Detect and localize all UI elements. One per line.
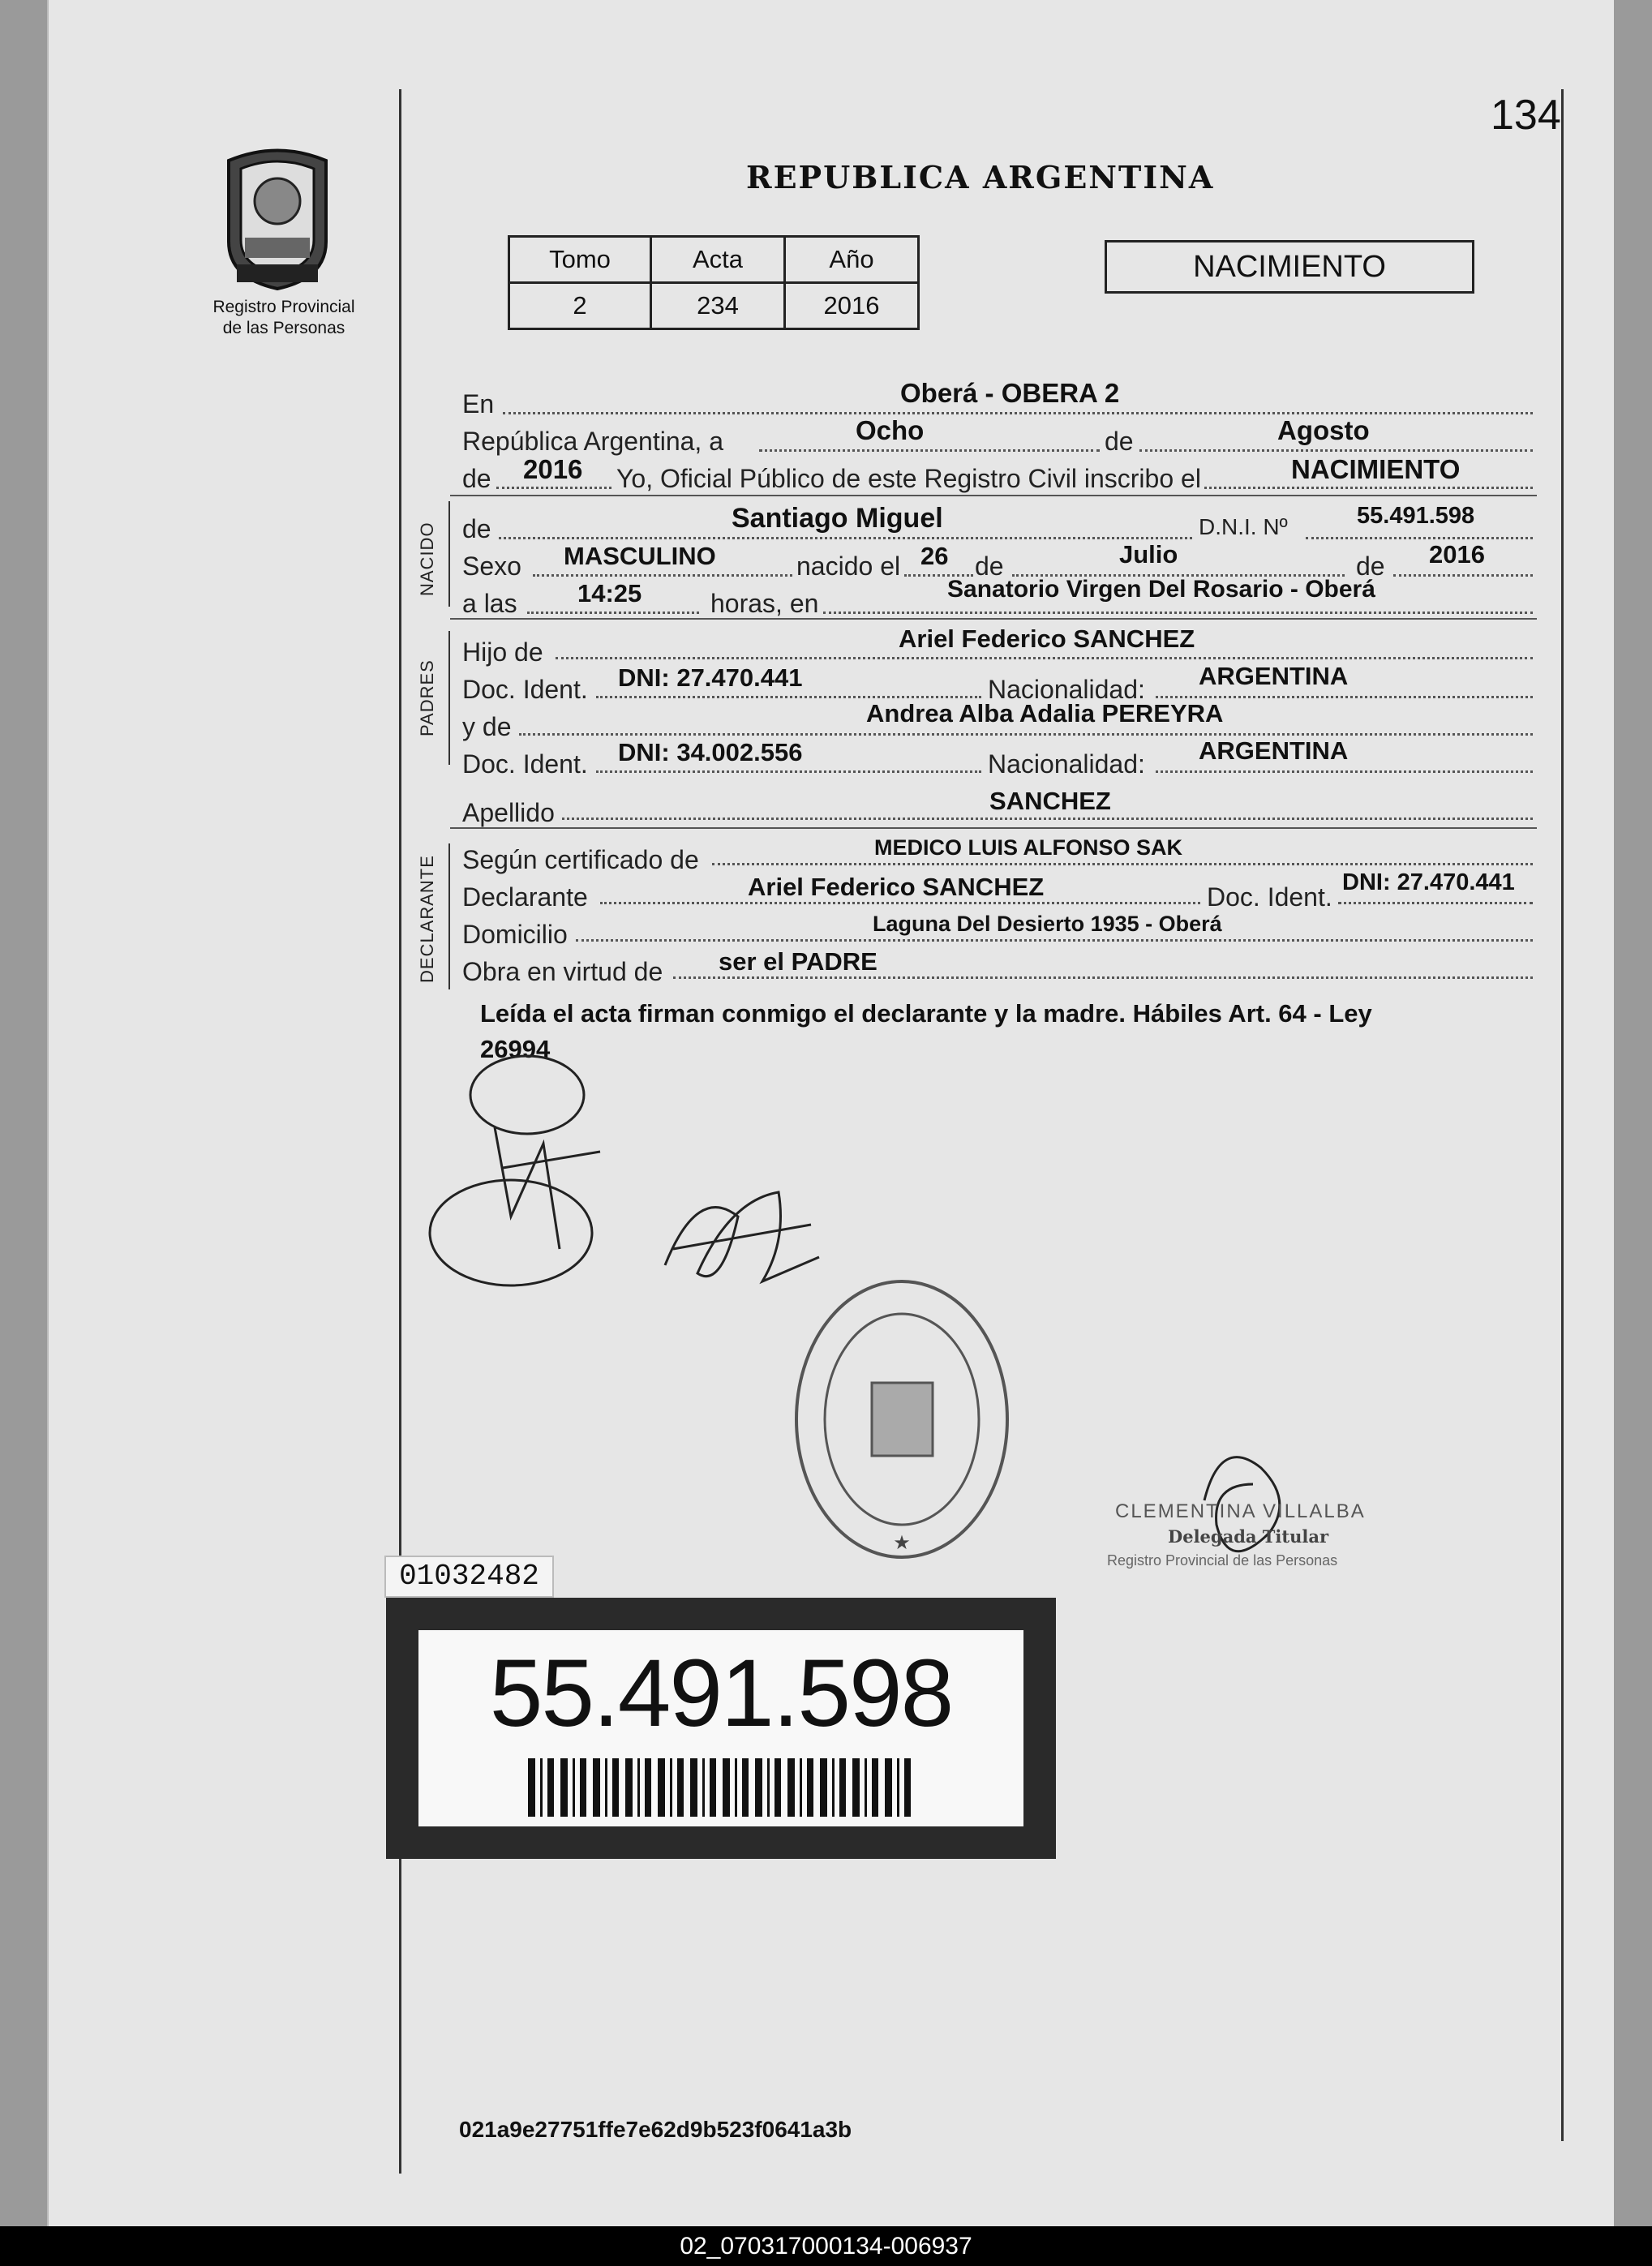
birth-place-value: Sanatorio Virgen Del Rosario - Oberá xyxy=(947,576,1375,603)
dotted-line xyxy=(527,612,699,614)
obra-label: Obra en virtud de xyxy=(462,957,663,986)
dotted-line xyxy=(1156,770,1533,773)
de-label: de xyxy=(975,551,1004,581)
dotted-line xyxy=(499,537,1192,539)
footer-id: 02_070317000134-006937 xyxy=(0,2226,1652,2266)
official-org: Registro Provincial de las Personas xyxy=(1107,1552,1338,1569)
year-value: 2016 xyxy=(523,454,583,484)
dotted-line xyxy=(600,902,1200,904)
de-label: de xyxy=(462,464,491,493)
dotted-line xyxy=(759,449,1100,452)
obra-value: ser el PADRE xyxy=(719,947,877,976)
left-margin-line xyxy=(399,89,401,2174)
document-hash: 021a9e27751ffe7e62d9b523f0641a3b xyxy=(459,2117,852,2142)
name-value: Santiago Miguel xyxy=(732,503,943,534)
cert-label: Según certificado de xyxy=(462,845,699,874)
closing-note-line1: Leída el acta firman conmigo el declarante y la madre. Hábiles Art. 64 - Ley xyxy=(480,999,1372,1028)
registry-line1: Registro Provincial xyxy=(212,298,355,316)
day-value: Ocho xyxy=(856,415,925,445)
closing-note-line2: 26994 xyxy=(480,1035,551,1063)
section-divider xyxy=(450,618,1537,620)
province-seal-logo xyxy=(212,144,342,290)
registry-line2: de las Personas xyxy=(222,319,345,337)
barcode-bars xyxy=(528,1758,917,1817)
apellido-label: Apellido xyxy=(462,798,555,827)
dni-label: D.N.I. Nº xyxy=(1199,514,1288,539)
declarant-signature xyxy=(422,1046,649,1306)
doc-ident-label: Doc. Ident. xyxy=(462,675,588,704)
cert-value: MEDICO LUIS ALFONSO SAK xyxy=(874,835,1183,860)
dotted-line xyxy=(519,733,1533,736)
barcode-sticker xyxy=(386,1598,1056,1859)
sexo-label: Sexo xyxy=(462,551,521,581)
barcode-number: 55.491.598 xyxy=(489,1640,953,1747)
doc-ident-label: Doc. Ident. xyxy=(462,749,588,779)
dotted-line xyxy=(823,612,1533,614)
official-name: CLEMENTINA VILLALBA xyxy=(1115,1500,1366,1522)
official-stamp xyxy=(791,1273,1014,1565)
dotted-line xyxy=(1306,537,1533,539)
father-doc-value: DNI: 27.470.441 xyxy=(618,663,803,692)
birth-month-value: Julio xyxy=(1119,540,1178,569)
declarante-doc-value: DNI: 27.470.441 xyxy=(1342,869,1515,895)
father-name-value: Ariel Federico SANCHEZ xyxy=(899,624,1195,653)
nacionalidad-label: Nacionalidad: xyxy=(988,675,1145,704)
nacionalidad-label: Nacionalidad: xyxy=(988,749,1145,779)
official-text: Yo, Oficial Público de este Registro Civil inscribo el xyxy=(616,464,1201,493)
mother-doc-value: DNI: 34.002.556 xyxy=(618,738,803,766)
dotted-line xyxy=(596,696,981,698)
section-divider xyxy=(450,827,1537,829)
republica-label: República Argentina, a xyxy=(462,427,723,456)
dotted-line xyxy=(712,863,1533,865)
de-label: de xyxy=(1356,551,1385,581)
apellido-value: SANCHEZ xyxy=(989,787,1111,815)
place-value: Oberá - OBERA 2 xyxy=(900,378,1120,408)
mother-name-value: Andrea Alba Adalia PEREYRA xyxy=(866,699,1224,727)
dotted-line xyxy=(556,657,1533,659)
sexo-value: MASCULINO xyxy=(564,542,716,570)
value-acta: 234 xyxy=(651,283,785,329)
record-table xyxy=(508,235,920,330)
dotted-line xyxy=(1204,487,1533,489)
header-anio: Año xyxy=(785,237,919,283)
en-label: En xyxy=(462,389,495,418)
dotted-line xyxy=(503,412,1533,414)
nacido-de-label: de xyxy=(462,514,491,543)
section-bracket xyxy=(448,843,450,989)
time-value: 14:25 xyxy=(577,579,642,607)
mother-nationality-value: ARGENTINA xyxy=(1199,736,1349,765)
nacido-el-label: nacido el xyxy=(796,551,901,581)
month-value: Agosto xyxy=(1277,415,1370,445)
y-de-label: y de xyxy=(462,712,512,741)
svg-text:★: ★ xyxy=(893,1532,911,1554)
domicilio-label: Domicilio xyxy=(462,920,568,949)
section-divider xyxy=(450,495,1537,496)
dotted-line xyxy=(596,770,981,773)
dotted-line xyxy=(496,487,611,489)
dni-value: 55.491.598 xyxy=(1357,503,1475,529)
dotted-line xyxy=(673,976,1533,979)
horas-label: horas, en xyxy=(710,589,819,618)
birth-day-value: 26 xyxy=(920,542,949,570)
official-title: Delegada Titular xyxy=(1168,1526,1329,1547)
value-anio: 2016 xyxy=(785,283,919,329)
domicilio-value: Laguna Del Desierto 1935 - Oberá xyxy=(873,912,1222,936)
father-nationality-value: ARGENTINA xyxy=(1199,662,1349,690)
header-acta: Acta xyxy=(651,237,785,283)
birth-year-value: 2016 xyxy=(1429,540,1485,569)
nacido-label: NACIDO xyxy=(417,521,437,596)
section-bracket xyxy=(448,501,450,607)
dotted-line xyxy=(1139,449,1533,452)
page-number: 134 xyxy=(1491,92,1561,139)
dotted-line xyxy=(1156,696,1533,698)
barcode-panel xyxy=(418,1630,1023,1826)
doc-ident-label: Doc. Ident. xyxy=(1207,882,1332,912)
dotted-line xyxy=(1393,574,1533,577)
section-bracket xyxy=(448,631,450,765)
value-tomo: 2 xyxy=(509,283,651,329)
document-title: REPUBLICA ARGENTINA xyxy=(746,159,1215,195)
dotted-line xyxy=(562,818,1533,820)
declarante-value: Ariel Federico SANCHEZ xyxy=(748,873,1045,901)
dotted-line xyxy=(1338,902,1533,904)
right-margin-line xyxy=(1561,89,1564,2141)
dotted-line xyxy=(533,574,792,577)
de-label: de xyxy=(1105,427,1134,456)
header-tomo: Tomo xyxy=(509,237,651,283)
dotted-line xyxy=(576,939,1533,942)
hijo-de-label: Hijo de xyxy=(462,637,543,667)
event-value: NACIMIENTO xyxy=(1291,454,1461,484)
label-number: 01032482 xyxy=(384,1556,554,1598)
record-type-box: NACIMIENTO xyxy=(1105,240,1474,294)
a-las-label: a las xyxy=(462,589,517,618)
declarante-field-label: Declarante xyxy=(462,882,588,912)
padres-label: PADRES xyxy=(417,659,437,736)
declarante-label: DECLARANTE xyxy=(417,855,437,983)
